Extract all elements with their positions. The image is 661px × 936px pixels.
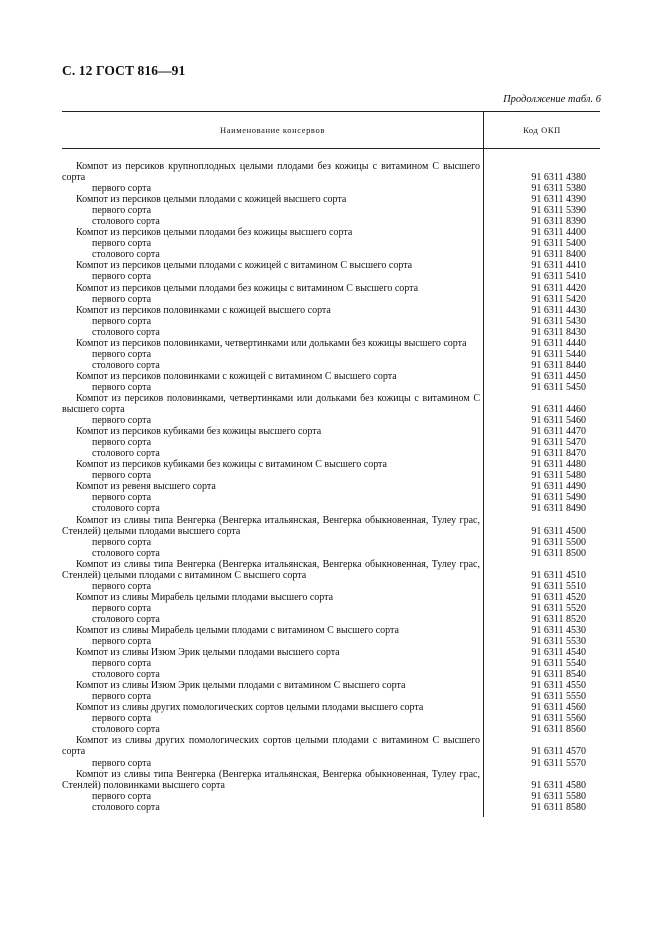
okp-code: 91 6311 4520	[531, 591, 586, 603]
product-name: Компот из сливы типа Венгерка (Венгерка итальянская, Венгерка обыкновенная, Тулеу грас, Стенлей) половинками высшего сорта	[62, 768, 480, 791]
table-row	[62, 305, 600, 316]
grade-name: первого сорта	[92, 315, 152, 327]
grade-name: первого сорта	[92, 293, 152, 305]
okp-code: 91 6311 5500	[531, 536, 586, 548]
product-name: Компот из сливы других помологических сортов целыми плодами высшего сорта	[76, 702, 424, 714]
okp-code: 91 6311 4440	[531, 337, 586, 349]
okp-code: 91 6311 5570	[531, 757, 586, 769]
okp-code: 91 6311 5410	[531, 271, 586, 283]
product-name: Компот из сливы Изюм Эрик целыми плодами высшего сорта	[76, 647, 340, 659]
grade-name: первого сорта	[92, 437, 152, 449]
table-row	[62, 769, 600, 791]
table-row	[62, 592, 600, 603]
grade-name: столового сорта	[92, 503, 160, 515]
product-name: Компот из персиков половинками, четвертинками или дольками без кожицы с витамином С высшего сорта	[62, 392, 480, 416]
table-row	[62, 492, 600, 503]
grade-name: первого сорта	[92, 470, 152, 482]
okp-code: 91 6311 5580	[531, 790, 586, 802]
table-row	[62, 636, 600, 647]
okp-code: 91 6311 5490	[531, 492, 586, 504]
table-row	[62, 503, 600, 514]
grade-name: столового сорта	[92, 669, 160, 681]
okp-code: 91 6311 4430	[531, 304, 586, 316]
grade-name: первого сорта	[92, 271, 152, 283]
product-name: Компот из персиков целыми плодами без кожицы с витамином С высшего сорта	[76, 282, 419, 294]
table-row	[62, 283, 600, 294]
okp-code: 91 6311 4450	[531, 370, 586, 382]
grade-name: первого сорта	[92, 183, 152, 195]
table-row	[62, 271, 600, 282]
grade-name: столового сорта	[92, 801, 160, 813]
table-row	[62, 161, 600, 183]
table-row	[62, 802, 600, 813]
page-title: С. 12 ГОСТ 816—91	[62, 63, 186, 78]
table-row	[62, 647, 600, 658]
table-row	[62, 294, 600, 305]
grade-name: первого сорта	[92, 580, 152, 592]
table-row	[62, 724, 600, 735]
table-row	[62, 194, 600, 205]
okp-code: 91 6311 4390	[531, 194, 586, 206]
okp-code: 91 6311 8470	[531, 448, 586, 460]
grade-name: столового сорта	[92, 547, 160, 559]
okp-code: 91 6311 5510	[531, 580, 586, 592]
okp-code: 91 6311 8440	[531, 359, 586, 371]
table-header	[62, 112, 600, 149]
product-name: Компот из сливы других помологических сортов целыми плодами с витамином С высшего сорта	[62, 735, 480, 758]
okp-code: 91 6311 5540	[531, 658, 586, 670]
okp-code: 91 6311 4530	[531, 624, 586, 636]
product-name: Компот из персиков целыми плодами без кожицы высшего сорта	[76, 227, 353, 239]
table-row	[62, 559, 600, 581]
grade-name: столового сорта	[92, 359, 160, 371]
table-row	[62, 680, 600, 691]
grade-name: первого сорта	[92, 536, 152, 548]
table-row	[62, 382, 600, 393]
table-row	[62, 205, 600, 216]
table-row	[62, 614, 600, 625]
table-row	[62, 338, 600, 349]
okp-code: 91 6311 8500	[531, 547, 586, 559]
table-row	[62, 183, 600, 194]
okp-code: 91 6311 4490	[531, 481, 586, 493]
product-name: Компот из сливы Мирабель целыми плодами высшего сорта	[76, 591, 334, 603]
table-row	[62, 658, 600, 669]
table-row	[62, 415, 600, 426]
okp-code: 91 6311 4400	[531, 227, 586, 239]
table-row	[62, 603, 600, 614]
product-name: Компот из сливы типа Венгерка (Венгерка итальянская, Венгерка обыкновенная, Тулеу грас, Стенлей) целыми плодами высшего сорта	[62, 514, 480, 537]
product-name: Компот из персиков кубиками без кожицы с витамином С высшего сорта	[76, 459, 387, 471]
okp-code: 91 6311 4470	[531, 426, 586, 438]
grade-name: столового сорта	[92, 249, 160, 261]
okp-code: 91 6311 4540	[531, 647, 586, 659]
okp-code: 91 6311 5400	[531, 238, 586, 250]
table-row	[62, 459, 600, 470]
grade-name: первого сорта	[92, 602, 152, 614]
okp-code: 91 6311 5450	[531, 381, 586, 393]
product-name: Компот из персиков половинками с кожицей высшего сорта	[76, 304, 331, 316]
okp-code: 91 6311 5530	[531, 636, 586, 648]
grade-name: первого сорта	[92, 691, 152, 703]
table-row	[62, 515, 600, 537]
table-row	[62, 327, 600, 338]
okp-code: 91 6311 5380	[531, 183, 586, 195]
okp-code: 91 6311 5430	[531, 315, 586, 327]
product-name: Компот из сливы типа Венгерка (Венгерка итальянская, Венгерка обыкновенная, Тулеу грас, Стенлей) целыми плодами с витамином С высшего сорта	[62, 558, 480, 581]
grade-name: первого сорта	[92, 381, 152, 393]
okp-code: 91 6311 4410	[531, 260, 586, 272]
column-header-code: Код ОКП	[523, 125, 561, 135]
table-row	[62, 238, 600, 249]
okp-code: 91 6311 5460	[531, 415, 586, 427]
table-row	[62, 481, 600, 492]
okp-code: 91 6311 4460	[531, 404, 586, 416]
okp-code: 91 6311 4500	[531, 525, 586, 537]
table-row	[62, 735, 600, 757]
okp-code: 91 6311 8520	[531, 613, 586, 625]
table-row	[62, 426, 600, 437]
grade-name: столового сорта	[92, 216, 160, 228]
table-row	[62, 227, 600, 238]
grade-name: первого сорта	[92, 205, 152, 217]
okp-code: 91 6311 8560	[531, 724, 586, 736]
grade-name: столового сорта	[92, 448, 160, 460]
table-row	[62, 249, 600, 260]
table-continuation-label: Продолжение табл. 6	[503, 94, 601, 105]
grade-name: столового сорта	[92, 326, 160, 338]
product-name: Компот из ревеня высшего сорта	[76, 481, 216, 493]
okp-code: 91 6311 4480	[531, 459, 586, 471]
product-name: Компот из сливы Изюм Эрик целыми плодами с витамином С высшего сорта	[76, 680, 406, 692]
table-row	[62, 713, 600, 724]
table-row	[62, 260, 600, 271]
okp-code: 91 6311 5470	[531, 437, 586, 449]
okp-code: 91 6311 5390	[531, 205, 586, 217]
table-row	[62, 316, 600, 327]
okp-code: 91 6311 5480	[531, 470, 586, 482]
okp-code: 91 6311 4550	[531, 680, 586, 692]
grade-name: первого сорта	[92, 790, 152, 802]
grade-name: первого сорта	[92, 757, 152, 769]
okp-code: 91 6311 4570	[531, 746, 586, 758]
table-row	[62, 548, 600, 559]
okp-code: 91 6311 5420	[531, 293, 586, 305]
table-row	[62, 448, 600, 459]
okp-code: 91 6311 8490	[531, 503, 586, 515]
okp-code: 91 6311 5520	[531, 602, 586, 614]
grade-name: первого сорта	[92, 238, 152, 250]
table-row	[62, 691, 600, 702]
okp-code: 91 6311 4420	[531, 282, 586, 294]
okp-code: 91 6311 4580	[531, 779, 586, 791]
product-code-table	[62, 111, 600, 813]
okp-code: 91 6311 8400	[531, 249, 586, 261]
table-row	[62, 470, 600, 481]
table-row	[62, 360, 600, 371]
table-row	[62, 371, 600, 382]
table-row	[62, 393, 600, 415]
grade-name: столового сорта	[92, 613, 160, 625]
product-name: Компот из персиков половинками с кожицей с витамином С высшего сорта	[76, 370, 397, 382]
grade-name: первого сорта	[92, 348, 152, 360]
product-name: Компот из персиков целыми плодами с кожицей высшего сорта	[76, 194, 347, 206]
okp-code: 91 6311 8430	[531, 326, 586, 338]
product-name: Компот из персиков половинками, четвертинками или дольками без кожицы высшего сорта	[76, 337, 467, 349]
column-header-name: Наименование консервов	[62, 112, 484, 148]
table-row	[62, 581, 600, 592]
table-body	[62, 161, 600, 813]
table-row	[62, 758, 600, 769]
product-name: Компот из сливы Мирабель целыми плодами с витамином С высшего сорта	[76, 624, 399, 636]
grade-name: первого сорта	[92, 415, 152, 427]
okp-code: 91 6311 5550	[531, 691, 586, 703]
okp-code: 91 6311 8390	[531, 216, 586, 228]
okp-code: 91 6311 4560	[531, 702, 586, 714]
okp-code: 91 6311 8540	[531, 669, 586, 681]
okp-code: 91 6311 4380	[531, 172, 586, 184]
product-name: Компот из персиков кубиками без кожицы высшего сорта	[76, 426, 322, 438]
grade-name: первого сорта	[92, 492, 152, 504]
table-row	[62, 625, 600, 636]
table-row	[62, 216, 600, 227]
okp-code: 91 6311 4510	[531, 569, 586, 581]
table-row	[62, 791, 600, 802]
table-row	[62, 437, 600, 448]
grade-name: первого сорта	[92, 713, 152, 725]
table-row	[62, 669, 600, 680]
grade-name: столового сорта	[92, 724, 160, 736]
product-name: Компот из персиков крупноплодных целыми плодами без кожицы с витамином С высшего сорта	[62, 161, 480, 184]
table-row	[62, 537, 600, 548]
grade-name: первого сорта	[92, 658, 152, 670]
okp-code: 91 6311 5560	[531, 713, 586, 725]
okp-code: 91 6311 8580	[531, 801, 586, 813]
grade-name: первого сорта	[92, 636, 152, 648]
okp-code: 91 6311 5440	[531, 348, 586, 360]
table-row	[62, 702, 600, 713]
product-name: Компот из персиков целыми плодами с кожицей с витамином С высшего сорта	[76, 260, 413, 272]
table-row	[62, 349, 600, 360]
